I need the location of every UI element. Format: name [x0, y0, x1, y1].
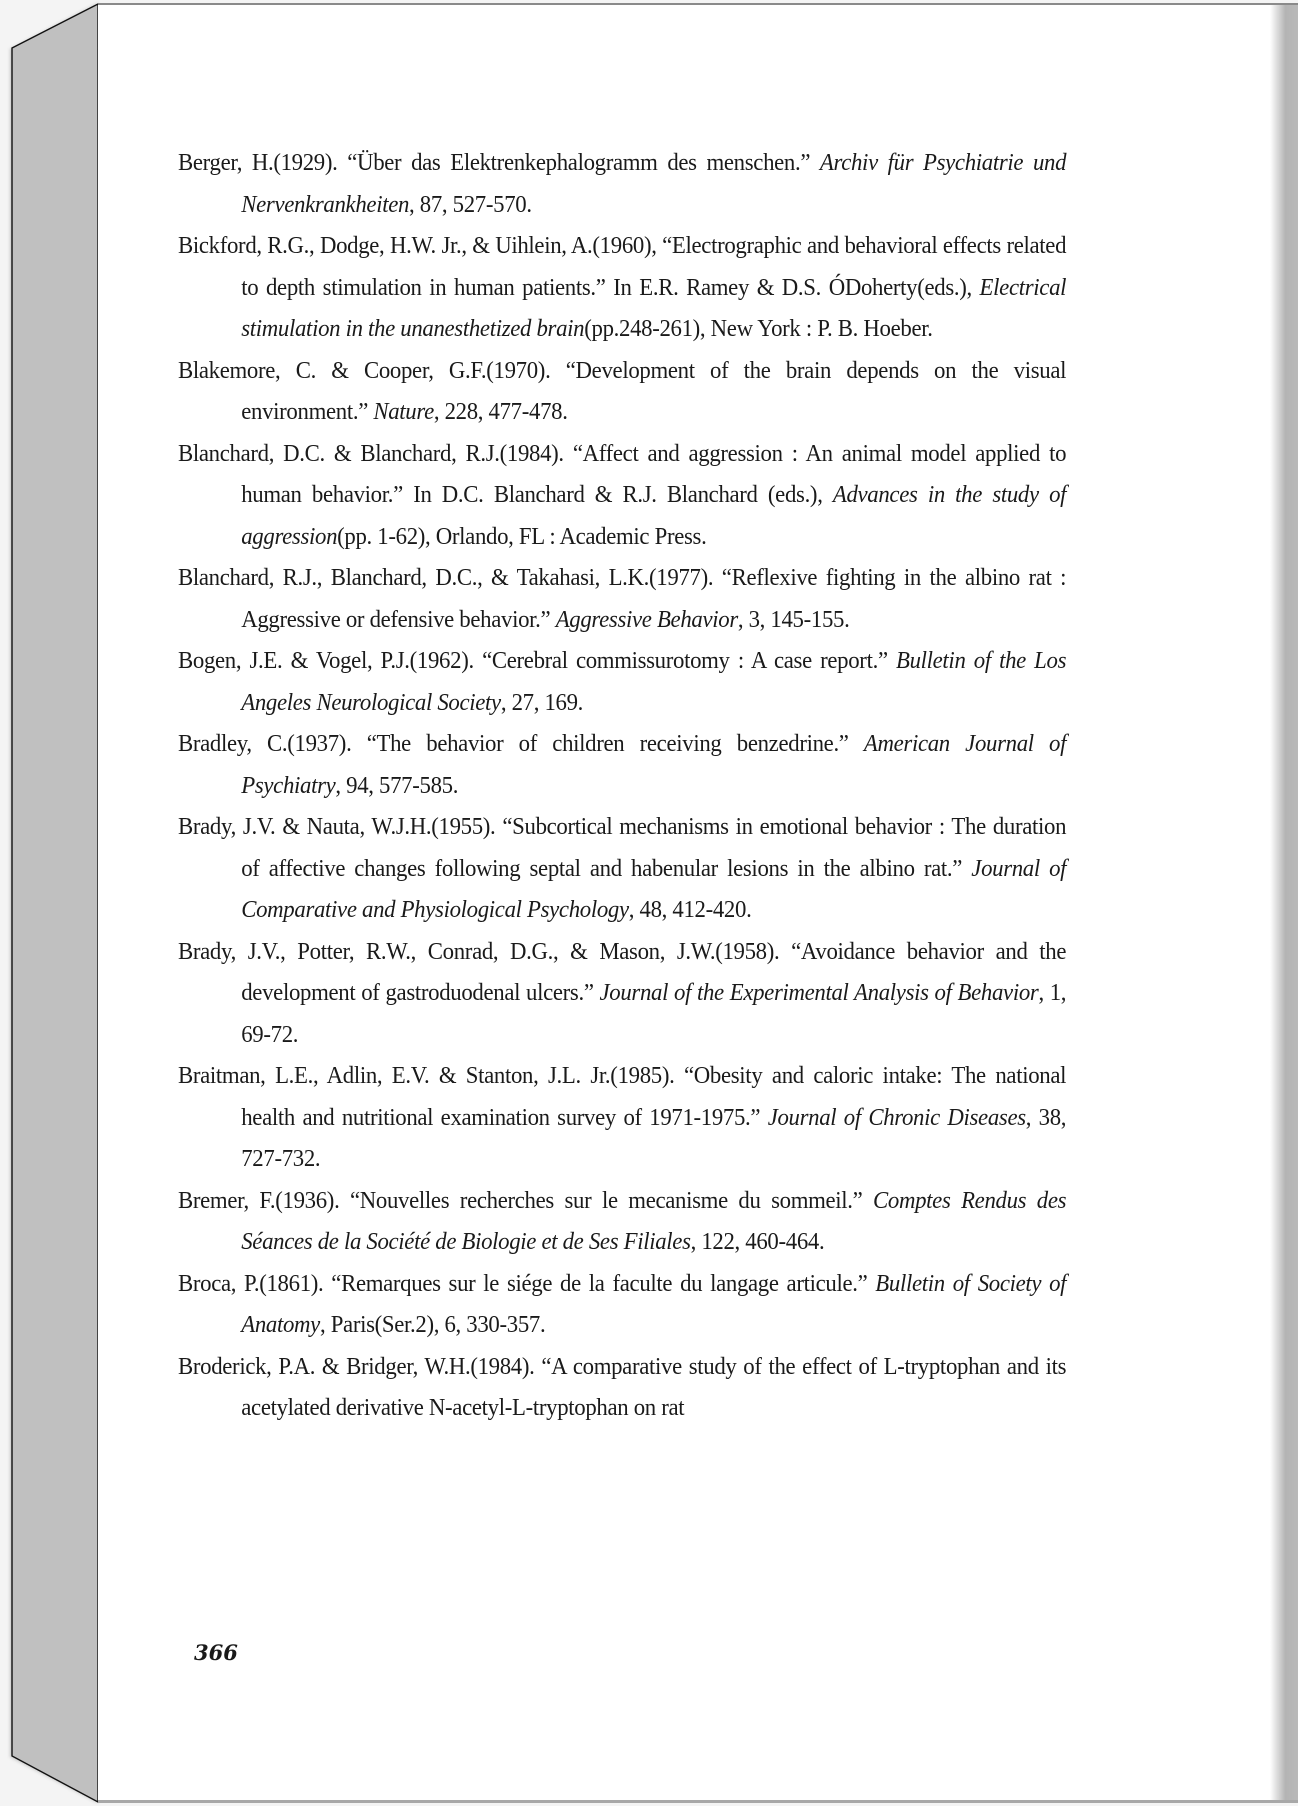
reference-authors: Berger, H.(1929).: [178, 149, 348, 176]
reference-entry: [178, 350, 1066, 433]
reference-title: “Electrographic and behavioral effects related to depth stimulation in human patients.” In E.R. Ramey & D.S. ÓDoherty(eds.),: [241, 232, 1067, 301]
reference-title: “Development of the brain depends on the visual environment.”: [241, 356, 1067, 425]
reference-authors: Broderick, P.A. & Bridger, W.H.(1984).: [178, 1352, 542, 1380]
reference-details: , 3, 145-155.: [737, 605, 850, 633]
reference-source: Advances in the study of aggression: [241, 481, 1067, 550]
reference-title: “Nouvelles recherches sur le mecanisme du sommeil.”: [350, 1186, 874, 1214]
reference-source: Comptes Rendus des Séances de la Société de Biologie et de Ses Filiales: [241, 1186, 1067, 1255]
reference-authors: Brady, J.V. & Nauta, W.J.H.(1955).: [178, 813, 503, 840]
reference-title: “Subcortical mechanisms in emotional behavior : The duration of affective changes following septal and habenular lesions in the albino rat.”: [241, 813, 1067, 882]
reference-authors: Bickford, R.G., Dodge, H.W. Jr., & Uihlein, A.(1960),: [178, 232, 663, 259]
reference-entry: [178, 640, 1066, 723]
reference-authors: Blanchard, D.C. & Blanchard, R.J.(1984).: [178, 439, 573, 467]
reference-entry: [178, 1180, 1066, 1263]
reference-authors: Brady, J.V., Potter, R.W., Conrad, D.G., & Mason, J.W.(1958).: [178, 937, 792, 965]
reference-entry: [178, 1055, 1066, 1180]
reference-details: (pp. 1-62), Orlando, FL : Academic Press.: [337, 522, 707, 550]
reference-source: Archiv für Psychiatrie und Nervenkrankheiten: [241, 149, 1067, 218]
reference-authors: Bradley, C.(1937).: [178, 730, 367, 757]
reference-title: “Affect and aggression : An animal model applied to human behavior.” In D.C. Blanchard & R.J. Blanchard (eds.),: [241, 439, 1067, 508]
reference-title: “Obesity and caloric intake: The national health and nutritional examination survey of 1971-1975.”: [241, 1062, 1067, 1131]
reference-source: Journal of Chronic Diseases: [767, 1103, 1026, 1131]
reference-source: Bulletin of Society of Anatomy: [241, 1269, 1067, 1338]
reference-details: , 48, 412-420.: [628, 896, 752, 923]
reference-entry: [178, 225, 1066, 350]
reference-details: , 1, 69-72.: [241, 979, 1067, 1048]
reference-entry: [178, 723, 1066, 806]
page-edge-shadow: [1270, 5, 1298, 1800]
reference-entry: [178, 142, 1066, 225]
reference-entry: [178, 931, 1066, 1056]
reference-title: “Remarques sur le siége de la faculte du langage articule.”: [331, 1269, 876, 1297]
reference-list: [178, 142, 1066, 1429]
reference-source: Aggressive Behavior: [555, 605, 738, 633]
reference-details: , Paris(Ser.2), 6, 330-357.: [319, 1311, 546, 1338]
reference-details: , 87, 527-570.: [409, 190, 532, 218]
reference-title: “Avoidance behavior and the development of gastroduodenal ulcers.”: [241, 937, 1067, 1006]
reference-entry: [178, 1346, 1066, 1429]
reference-entry: [178, 806, 1066, 931]
reference-source: Electrical stimulation in the unanesthetized brain: [241, 273, 1067, 342]
reference-details: (pp.248-261), New York : P. B. Hoeber.: [584, 315, 933, 342]
reference-title: “Reflexive fighting in the albino rat : Aggressive or defensive behavior.”: [241, 564, 1067, 633]
page-number: 366: [194, 1640, 238, 1665]
book-spine-graphic: [0, 0, 110, 1806]
reference-source: Journal of Comparative and Physiological Psychology: [241, 854, 1067, 923]
reference-authors: Blakemore, C. & Cooper, G.F.(1970).: [178, 356, 566, 384]
reference-entry: [178, 557, 1066, 640]
reference-details: , 38, 727-732.: [241, 1103, 1067, 1172]
reference-details: , 228, 477-478.: [433, 398, 568, 425]
reference-title: “The behavior of children receiving benzedrine.”: [366, 730, 864, 757]
reference-source: Journal of the Experimental Analysis of Behavior: [599, 979, 1039, 1006]
reference-details: , 94, 577-585.: [335, 771, 459, 799]
reference-details: , 122, 460-464.: [690, 1228, 825, 1255]
book-spine: [0, 0, 110, 1806]
reference-source: Bulletin of the Los Angeles Neurological Society: [241, 647, 1067, 716]
reference-source: American Journal of Psychiatry: [241, 730, 1067, 799]
reference-title: “Über das Elektrenkephalogramm des menschen.”: [347, 149, 820, 176]
reference-entry: [178, 433, 1066, 558]
reference-authors: Braitman, L.E., Adlin, E.V. & Stanton, J.L. Jr.(1985).: [178, 1062, 684, 1089]
reference-authors: Blanchard, R.J., Blanchard, D.C., & Takahasi, L.K.(1977).: [178, 564, 722, 591]
reference-entry: [178, 1263, 1066, 1346]
reference-title: “A comparative study of the effect of L-tryptophan and its acetylated derivative N-acetyl-L-tryptophan on rat: [241, 1352, 1067, 1421]
reference-authors: Bremer, F.(1936).: [178, 1186, 351, 1214]
reference-authors: Bogen, J.E. & Vogel, P.J.(1962).: [178, 647, 483, 674]
reference-details: , 27, 169.: [500, 688, 584, 716]
reference-title: “Cerebral commissurotomy : A case report.”: [482, 647, 896, 674]
reference-authors: Broca, P.(1861).: [178, 1269, 332, 1297]
reference-source: Nature: [373, 398, 434, 425]
